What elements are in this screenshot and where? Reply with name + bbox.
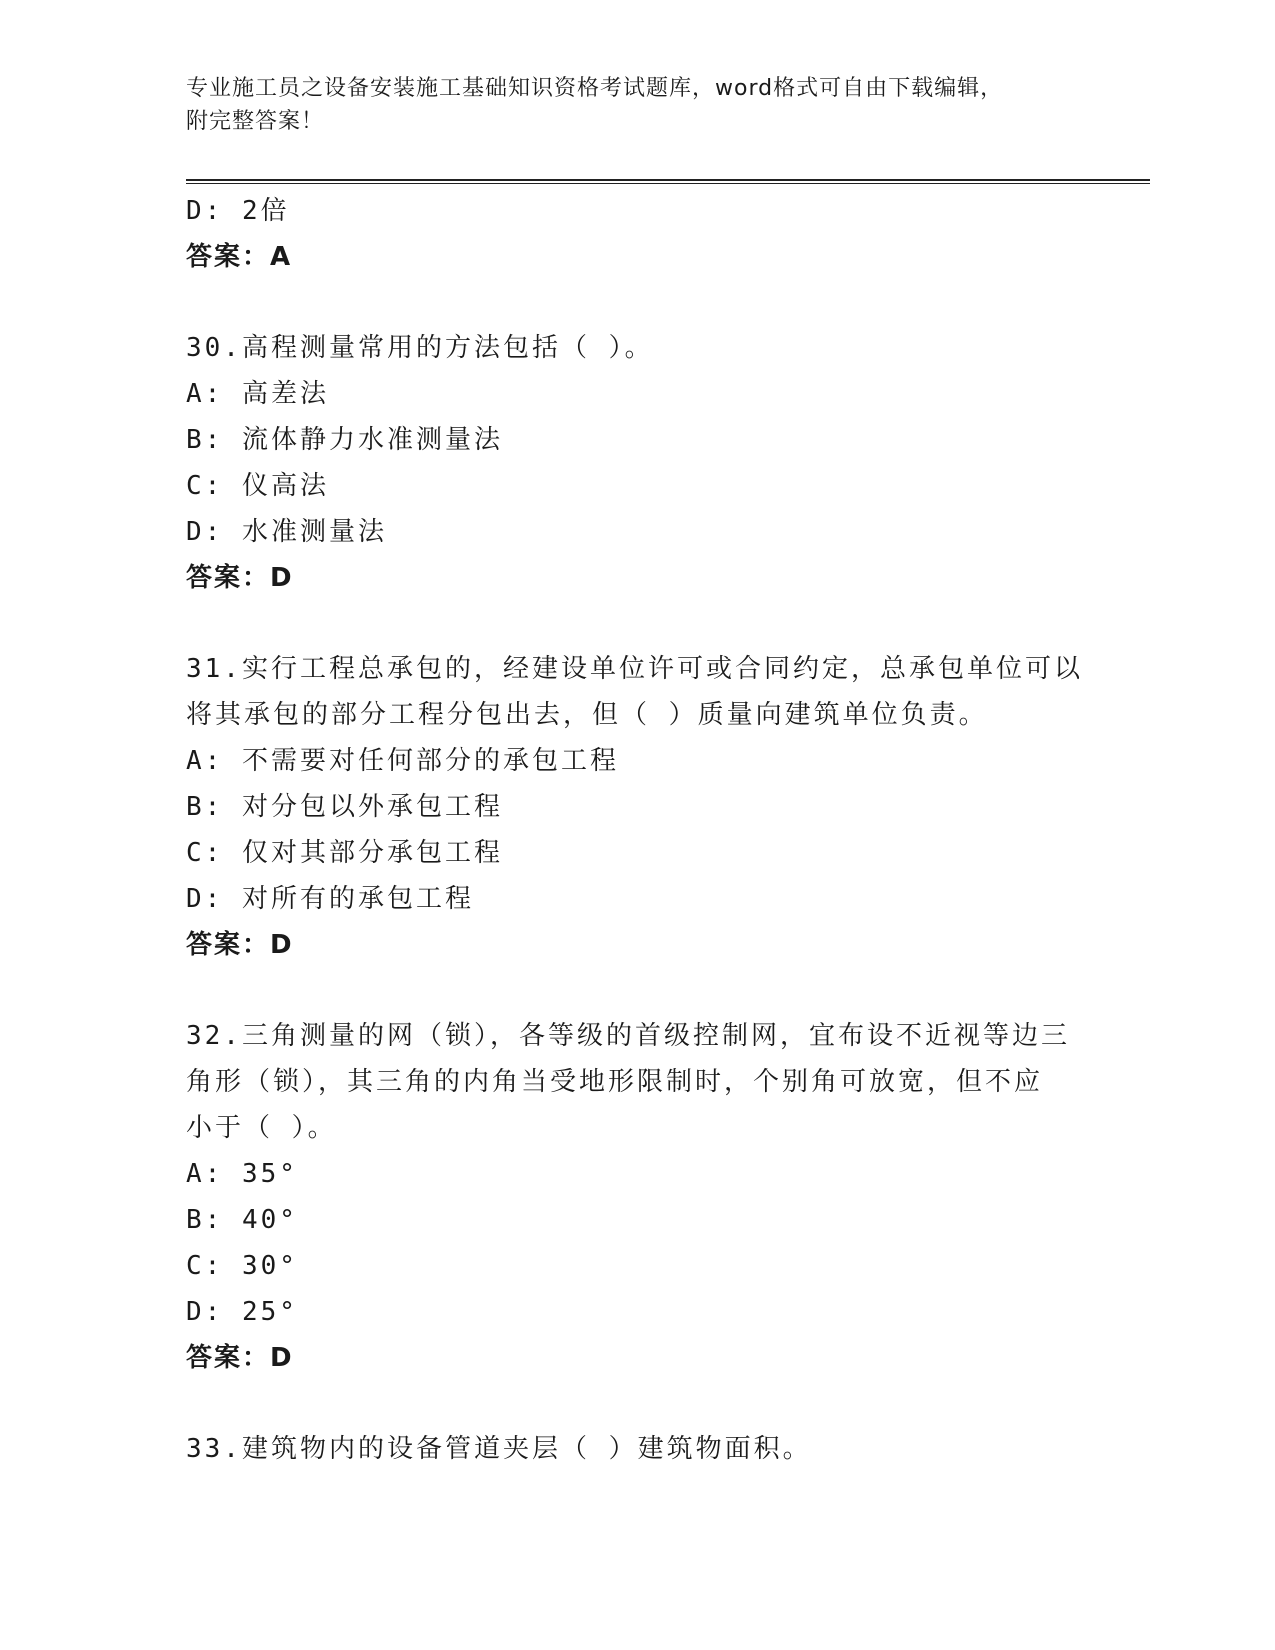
question-30 xyxy=(186,325,1086,601)
question-stem: 30.高程测量常用的方法包括（ ）。 xyxy=(186,333,654,363)
question-32 xyxy=(186,1013,1086,1381)
question-list xyxy=(186,188,1086,1472)
header-line-1: 专业施工员之设备安装施工基础知识资格考试题库，word格式可自由下载编辑， xyxy=(186,76,1004,101)
option-d: D: 25° xyxy=(186,1297,298,1327)
option-d: D: 水准测量法 xyxy=(186,517,387,547)
header-divider-thin xyxy=(186,183,1150,184)
header-divider-thick xyxy=(186,179,1150,181)
question-stem-line-1: 32.三角测量的网（锁），各等级的首级控制网，宜布设不近视等边三 xyxy=(186,1021,1070,1051)
question-stem: 33.建筑物内的设备管道夹层（ ）建筑物面积。 xyxy=(186,1434,812,1464)
option-c: C: 30° xyxy=(186,1251,298,1281)
option-b: B: 流体静力水准测量法 xyxy=(186,425,503,455)
question-33 xyxy=(186,1426,1086,1472)
question-stem-line-2: 将其承包的部分工程分包出去，但（ ）质量向建筑单位负责。 xyxy=(186,700,988,730)
answer: 答案：D xyxy=(186,930,294,960)
question-31 xyxy=(186,646,1086,968)
header-line-2: 附完整答案！ xyxy=(186,109,325,134)
option-b: B: 40° xyxy=(186,1205,298,1235)
option-d: D: 对所有的承包工程 xyxy=(186,884,474,914)
option-c: C: 仅对其部分承包工程 xyxy=(186,838,503,868)
question-stem-line-1: 31.实行工程总承包的，经建设单位许可或合同约定，总承包单位可以 xyxy=(186,654,1083,684)
document-header xyxy=(186,72,1076,138)
question-stem-line-2: 角形（锁），其三角的内角当受地形限制时，个别角可放宽，但不应 xyxy=(186,1067,1044,1097)
answer: 答案：D xyxy=(186,563,294,593)
option-c: C: 仪高法 xyxy=(186,471,329,501)
question-stem-line-3: 小于（ ）。 xyxy=(186,1113,337,1143)
option-a: A: 35° xyxy=(186,1159,298,1189)
option-b: B: 对分包以外承包工程 xyxy=(186,792,503,822)
option-a: A: 不需要对任何部分的承包工程 xyxy=(186,746,619,776)
prev-answer: 答案：A xyxy=(186,242,293,272)
prev-option-d: D: 2倍 xyxy=(186,196,290,226)
answer: 答案：D xyxy=(186,1343,294,1373)
option-a: A: 高差法 xyxy=(186,379,329,409)
